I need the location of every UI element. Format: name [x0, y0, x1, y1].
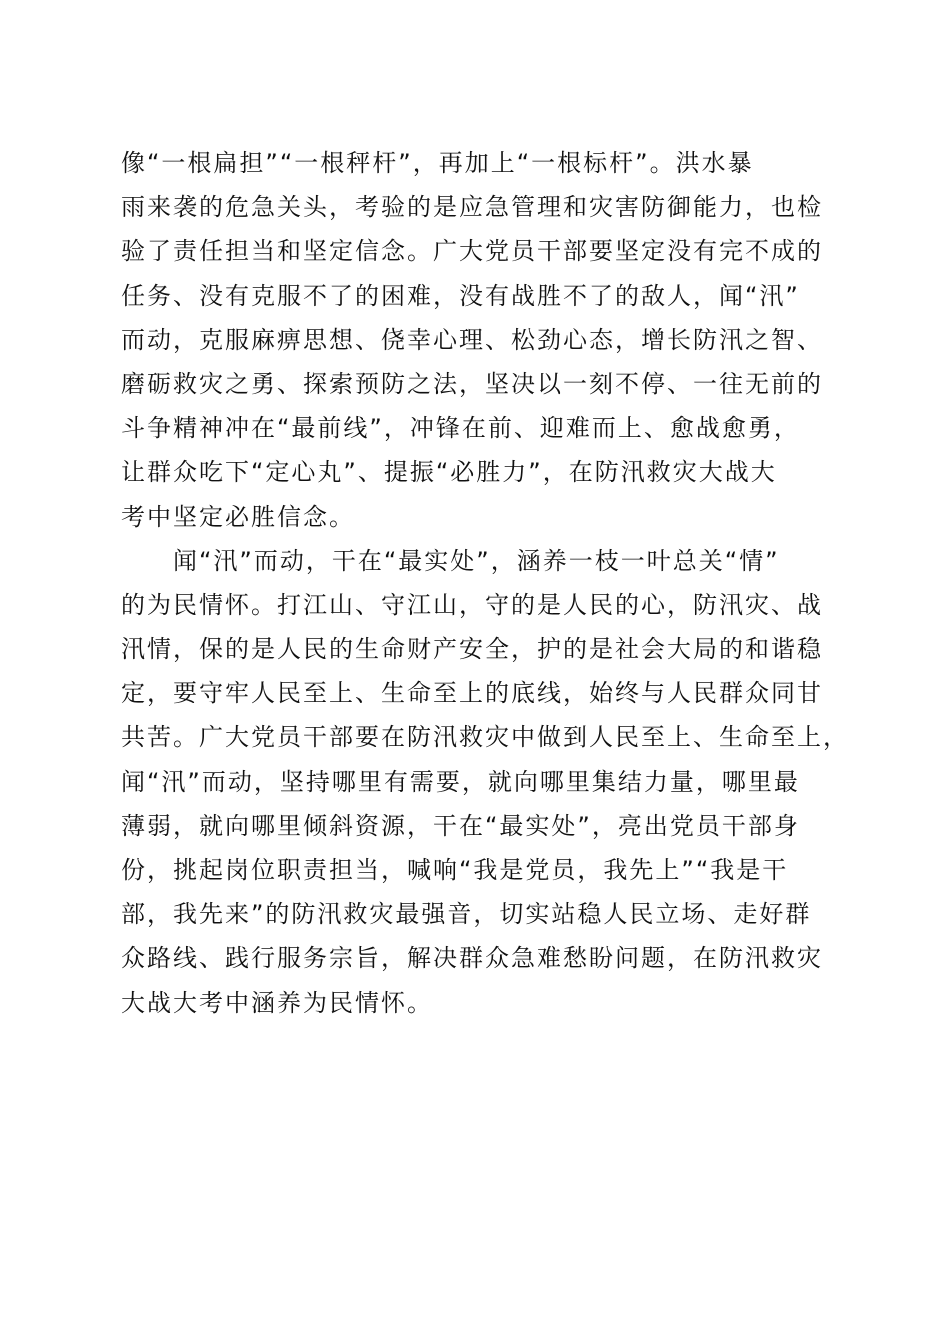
- text-line: 大战大考中涵养为民情怀。: [121, 988, 433, 1017]
- text-line: 共苦。广大党员干部要在防汛救灾中做到人民至上、生命至上，: [121, 723, 849, 752]
- body-text: [121, 141, 849, 1025]
- text-line: 部，我先来”的防汛救灾最强音，切实站稳人民立场、走好群: [121, 900, 812, 929]
- text-line: 而动，克服麻痹思想、侥幸心理、松劲心态，增长防汛之智、: [121, 325, 823, 354]
- text-line: 的为民情怀。打江山、守江山，守的是人民的心，防汛灾、战: [121, 590, 823, 619]
- text-line: 验了责任担当和坚定信念。广大党员干部要坚定没有完不成的: [121, 237, 823, 266]
- text-line: 定，要守牢人民至上、生命至上的底线，始终与人民群众同甘: [121, 679, 823, 708]
- text-line: 闻“汛”而动，坚持哪里有需要，就向哪里集结力量，哪里最: [121, 767, 800, 796]
- text-line: 众路线、践行服务宗旨，解决群众急难愁盼问题，在防汛救灾: [121, 944, 823, 973]
- text-line: 雨来袭的危急关头，考验的是应急管理和灾害防御能力，也检: [121, 193, 823, 222]
- text-line: 闻“汛”而动，干在“最实处”，涵养一枝一叶总关“情”: [121, 546, 780, 575]
- text-line: 像“一根扁担”“一根秤杆”，再加上“一根标杆”。洪水暴: [121, 149, 754, 177]
- text-line: 任务、没有克服不了的困难，没有战胜不了的敌人，闻“汛”: [121, 281, 800, 310]
- text-line: 让群众吃下“定心丸”、提振“必胜力”，在防汛救灾大战大: [121, 458, 777, 487]
- text-line: 磨砺救灾之勇、探索预防之法，坚决以一刻不停、一往无前的: [121, 369, 823, 398]
- text-line: 斗争精神冲在“最前线”，冲锋在前、迎难而上、愈战愈勇，: [121, 414, 800, 443]
- text-line: 薄弱，就向哪里倾斜资源，干在“最实处”，亮出党员干部身: [121, 811, 800, 840]
- text-line: 汛情，保的是人民的生命财产安全，护的是社会大局的和谐稳: [121, 635, 823, 664]
- text-line: 考中坚定必胜信念。: [121, 502, 355, 531]
- text-line: 份，挑起岗位职责担当，喊响“我是党员，我先上”“我是干: [121, 856, 789, 884]
